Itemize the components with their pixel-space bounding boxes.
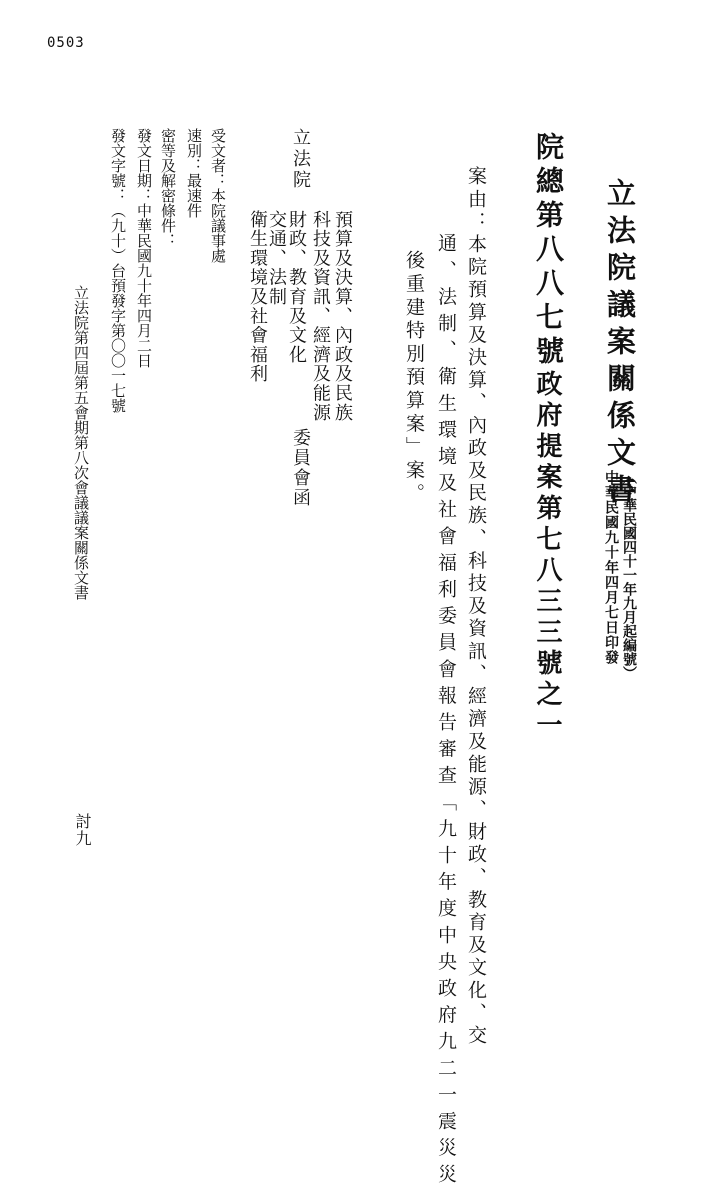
page-marker: 討九	[73, 813, 92, 847]
secrecy-field: 密等及解密條件：	[159, 128, 177, 248]
committee-letter-label: 委員會函	[290, 428, 311, 508]
recipient-field: 受文者：本院議事處	[209, 128, 227, 263]
session-footer: 立法院第四屆第五會期第八次會議議案關係文書	[72, 285, 90, 600]
numbering-note: （中華民國四十一年九月起編號）	[621, 470, 637, 680]
speed-field: 速別：最速件	[185, 128, 203, 218]
case-cause-line: 通、法制、衛生環境及社會福利委員會報告審查「九十年度中央政府九二一震災災	[435, 233, 457, 1191]
issue-number-field: 發文字號：（九十）台預發字第〇〇一七號	[109, 128, 127, 413]
issue-date-field: 發文日期：中華民國九十年四月二日	[135, 128, 153, 368]
committee-line: 衛生環境及社會福利	[247, 210, 268, 384]
committee-line: 預算及決算、內政及民族	[332, 210, 353, 423]
print-date: 中華民國九十年四月七日印發	[603, 470, 619, 665]
case-cause-line: 案由：本院預算及決算、內政及民族、科技及資訊、經濟及能源、財政、教育及文化、交	[465, 166, 487, 1048]
case-number: 院總第八八七號	[532, 132, 565, 370]
proposal-number: 政府提案第七八三三號之一	[532, 370, 562, 742]
committee-line: 科技及資訊、經濟及能源	[310, 210, 331, 423]
committee-line: 交通、法制	[266, 210, 287, 307]
case-cause-line: 後重建特別預算案」案。	[403, 250, 425, 507]
document-title: 立法院議案關係文書	[603, 178, 637, 511]
sender-label: 立法院	[290, 128, 311, 191]
committee-line: 財政、教育及文化	[286, 210, 307, 365]
page-number: 0503	[47, 35, 85, 51]
